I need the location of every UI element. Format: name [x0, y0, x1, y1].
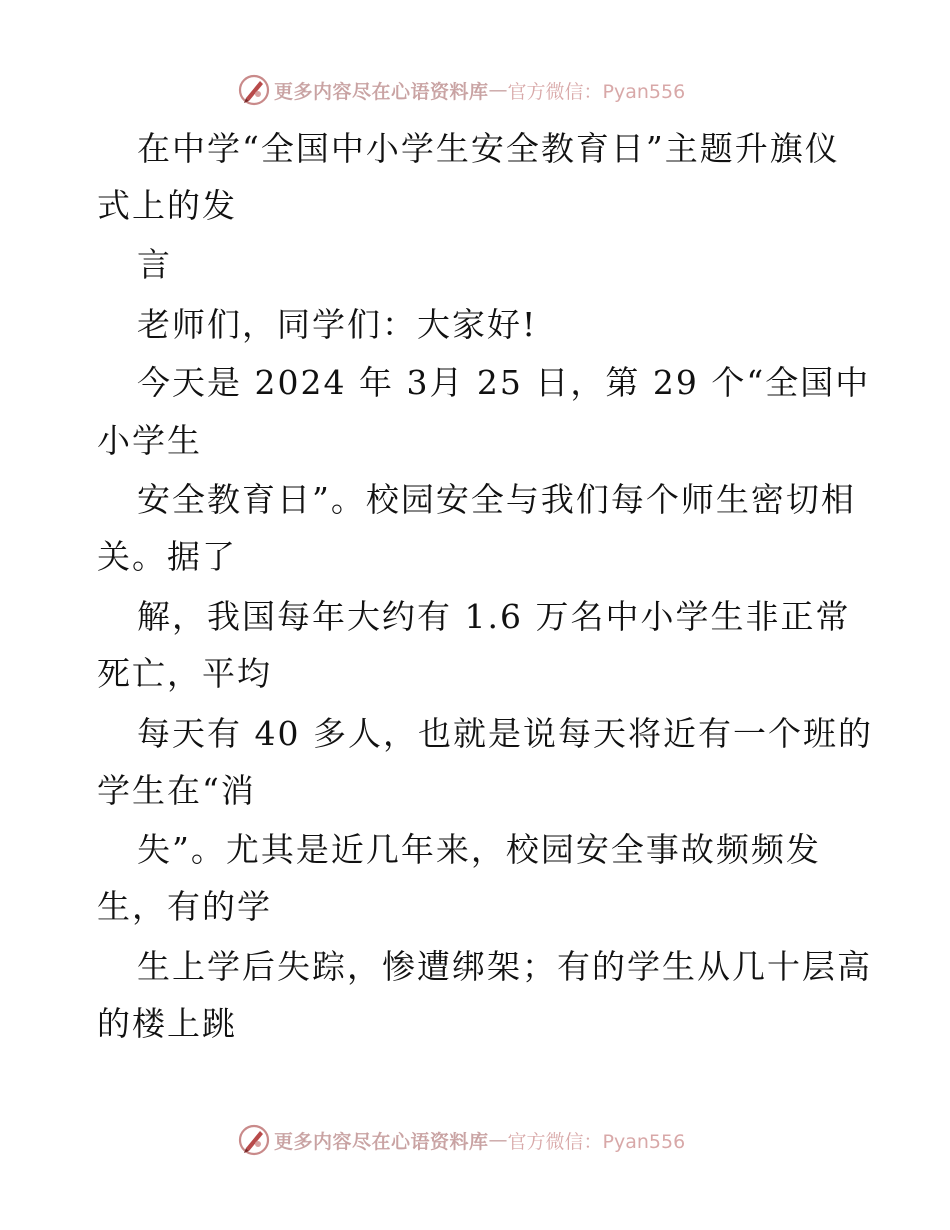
footer-separator: — [488, 1129, 508, 1151]
document-line-3: 言 [137, 245, 172, 284]
document-line-2: 式上的发 [97, 186, 237, 225]
pen-logo-icon [236, 72, 272, 108]
header-separator: — [488, 79, 508, 101]
document-line-1: 在中学“全国中小学生安全教育日”主题升旗仪 [137, 129, 840, 168]
document-line-13: 失”。尤其是近几年来，校园安全事故频频发 [137, 830, 821, 869]
document-line-10: 死亡，平均 [97, 654, 272, 693]
document-line-14: 生，有的学 [97, 887, 272, 926]
document-line-12: 学生在“消 [97, 771, 256, 810]
header-banner [236, 72, 685, 108]
footer-site-text: 更多内容尽在心语资料库 [274, 1130, 489, 1153]
document-line-11: 每天有 40 多人，也就是说每天将近有一个班的 [137, 714, 873, 753]
document-line-15: 生上学后失踪，惨遭绑架；有的学生从几十层高 [137, 947, 872, 986]
footer-wechat-text: 官方微信：Pyan556 [507, 1130, 686, 1153]
header-site-text: 更多内容尽在心语资料库 [274, 80, 489, 103]
document-line-8: 关。据了 [97, 537, 237, 576]
document-line-9: 解，我国每年大约有 1.6 万名中小学生非正常 [137, 597, 851, 636]
pen-logo-icon [236, 1122, 272, 1158]
document-line-4: 老师们，同学们：大家好! [137, 305, 538, 344]
footer-banner [236, 1122, 685, 1158]
header-wechat-text: 官方微信：Pyan556 [507, 80, 686, 103]
document-line-5: 今天是 2024 年 3月 25 日，第 29 个“全国中 [137, 363, 871, 402]
document-line-16: 的楼上跳 [97, 1004, 237, 1043]
document-line-7: 安全教育日”。校园安全与我们每个师生密切相 [137, 480, 856, 519]
document-line-6: 小学生 [97, 421, 202, 460]
